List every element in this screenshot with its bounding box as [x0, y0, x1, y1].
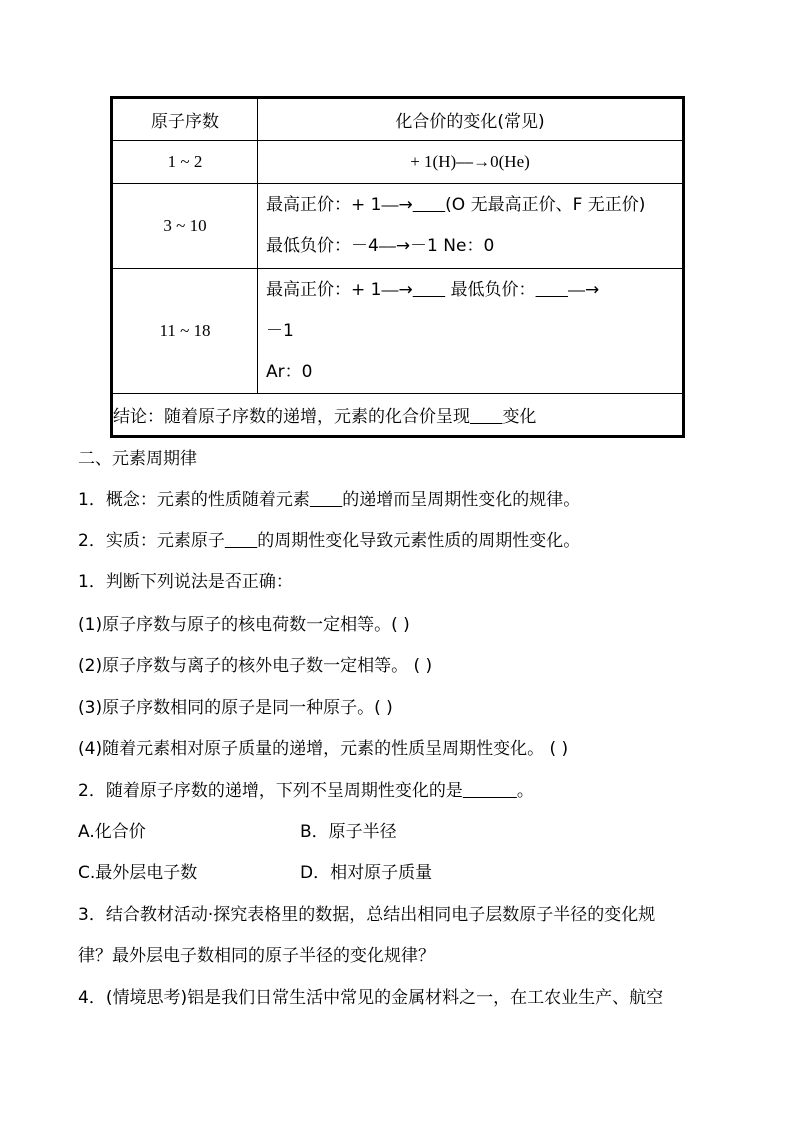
question-1-item-4: (4)随着元素相对原子质量的递增，元素的性质呈周期性变化。 ( ) [78, 739, 569, 759]
question-1-item-2: (2)原子序数与离子的核外电子数一定相等。 ( ) [78, 656, 433, 676]
header-valence-change: 化合价的变化(常见) [258, 98, 684, 141]
answer-blank [413, 280, 445, 300]
essence-paragraph: 2．实质：元素原子 的周期性变化导致元素性质的周期性变化。 [78, 531, 581, 551]
option-a: A.化合价 [78, 822, 146, 842]
range-1-2: 1 ~ 2 [112, 141, 258, 184]
question-2: 2．随着原子序数的递增，下列不呈周期性变化的是 。 [78, 781, 534, 801]
answer-blank [463, 781, 517, 801]
question-1: 1．判断下列说法是否正确： [78, 572, 293, 592]
valence-table [110, 96, 685, 438]
option-b: B．原子半径 [300, 822, 397, 842]
table-header-row [112, 98, 684, 141]
conclusion: 结论：随着原子序数的递增，元素的化合价呈现 变化 [112, 394, 684, 437]
concept-paragraph: 1．概念：元素的性质随着元素 的递增而呈周期性变化的规律。 [78, 490, 581, 510]
table-footer-row [112, 394, 684, 437]
section-title: 二、元素周期律 [78, 449, 197, 469]
valence-1-2: + 1(H)⎯⎯→0(He) [258, 141, 684, 184]
argon-valence: Ar：0 [266, 361, 313, 382]
answer-blank [310, 490, 342, 510]
valence-11-18 [258, 269, 684, 394]
min-negative-end-11-18: －1 [266, 320, 294, 341]
table-row [112, 141, 684, 184]
max-positive-3-10: 最高正价：+ 1⎯⎯→ (O 无最高正价、F 无正价) [266, 195, 646, 215]
option-c: C.最外层电子数 [78, 863, 198, 883]
option-d: D．相对原子质量 [300, 863, 433, 883]
question-4: 4．(情境思考)铝是我们日常生活中常见的金属材料之一，在工农业生产、航空 [78, 988, 664, 1008]
question-3-line-1: 3．结合教材活动·探究表格里的数据，总结出相同电子层数原子半径的变化规 [78, 905, 656, 925]
min-negative-3-10: 最低负价：－4⎯⎯→－1 Ne：0 [266, 236, 495, 256]
answer-blank [225, 531, 257, 551]
answer-blank [413, 195, 445, 215]
range-3-10: 3 ~ 10 [112, 184, 258, 269]
question-1-item-3: (3)原子序数相同的原子是同一种原子。( ) [78, 698, 393, 718]
question-1-item-1: (1)原子序数与原子的核电荷数一定相等。( ) [78, 615, 410, 635]
table-row [112, 269, 684, 394]
table-row [112, 184, 684, 269]
range-11-18: 11 ~ 18 [112, 269, 258, 394]
answer-blank [470, 407, 502, 427]
answer-blank [536, 280, 568, 300]
valence-3-10 [258, 184, 684, 269]
max-min-11-18: 最高正价：+ 1⎯⎯→ 最低负价： ⎯⎯→ [266, 279, 600, 300]
header-atomic-number: 原子序数 [112, 98, 258, 141]
question-3-line-2: 律？最外层电子数相同的原子半径的变化规律？ [78, 946, 435, 966]
